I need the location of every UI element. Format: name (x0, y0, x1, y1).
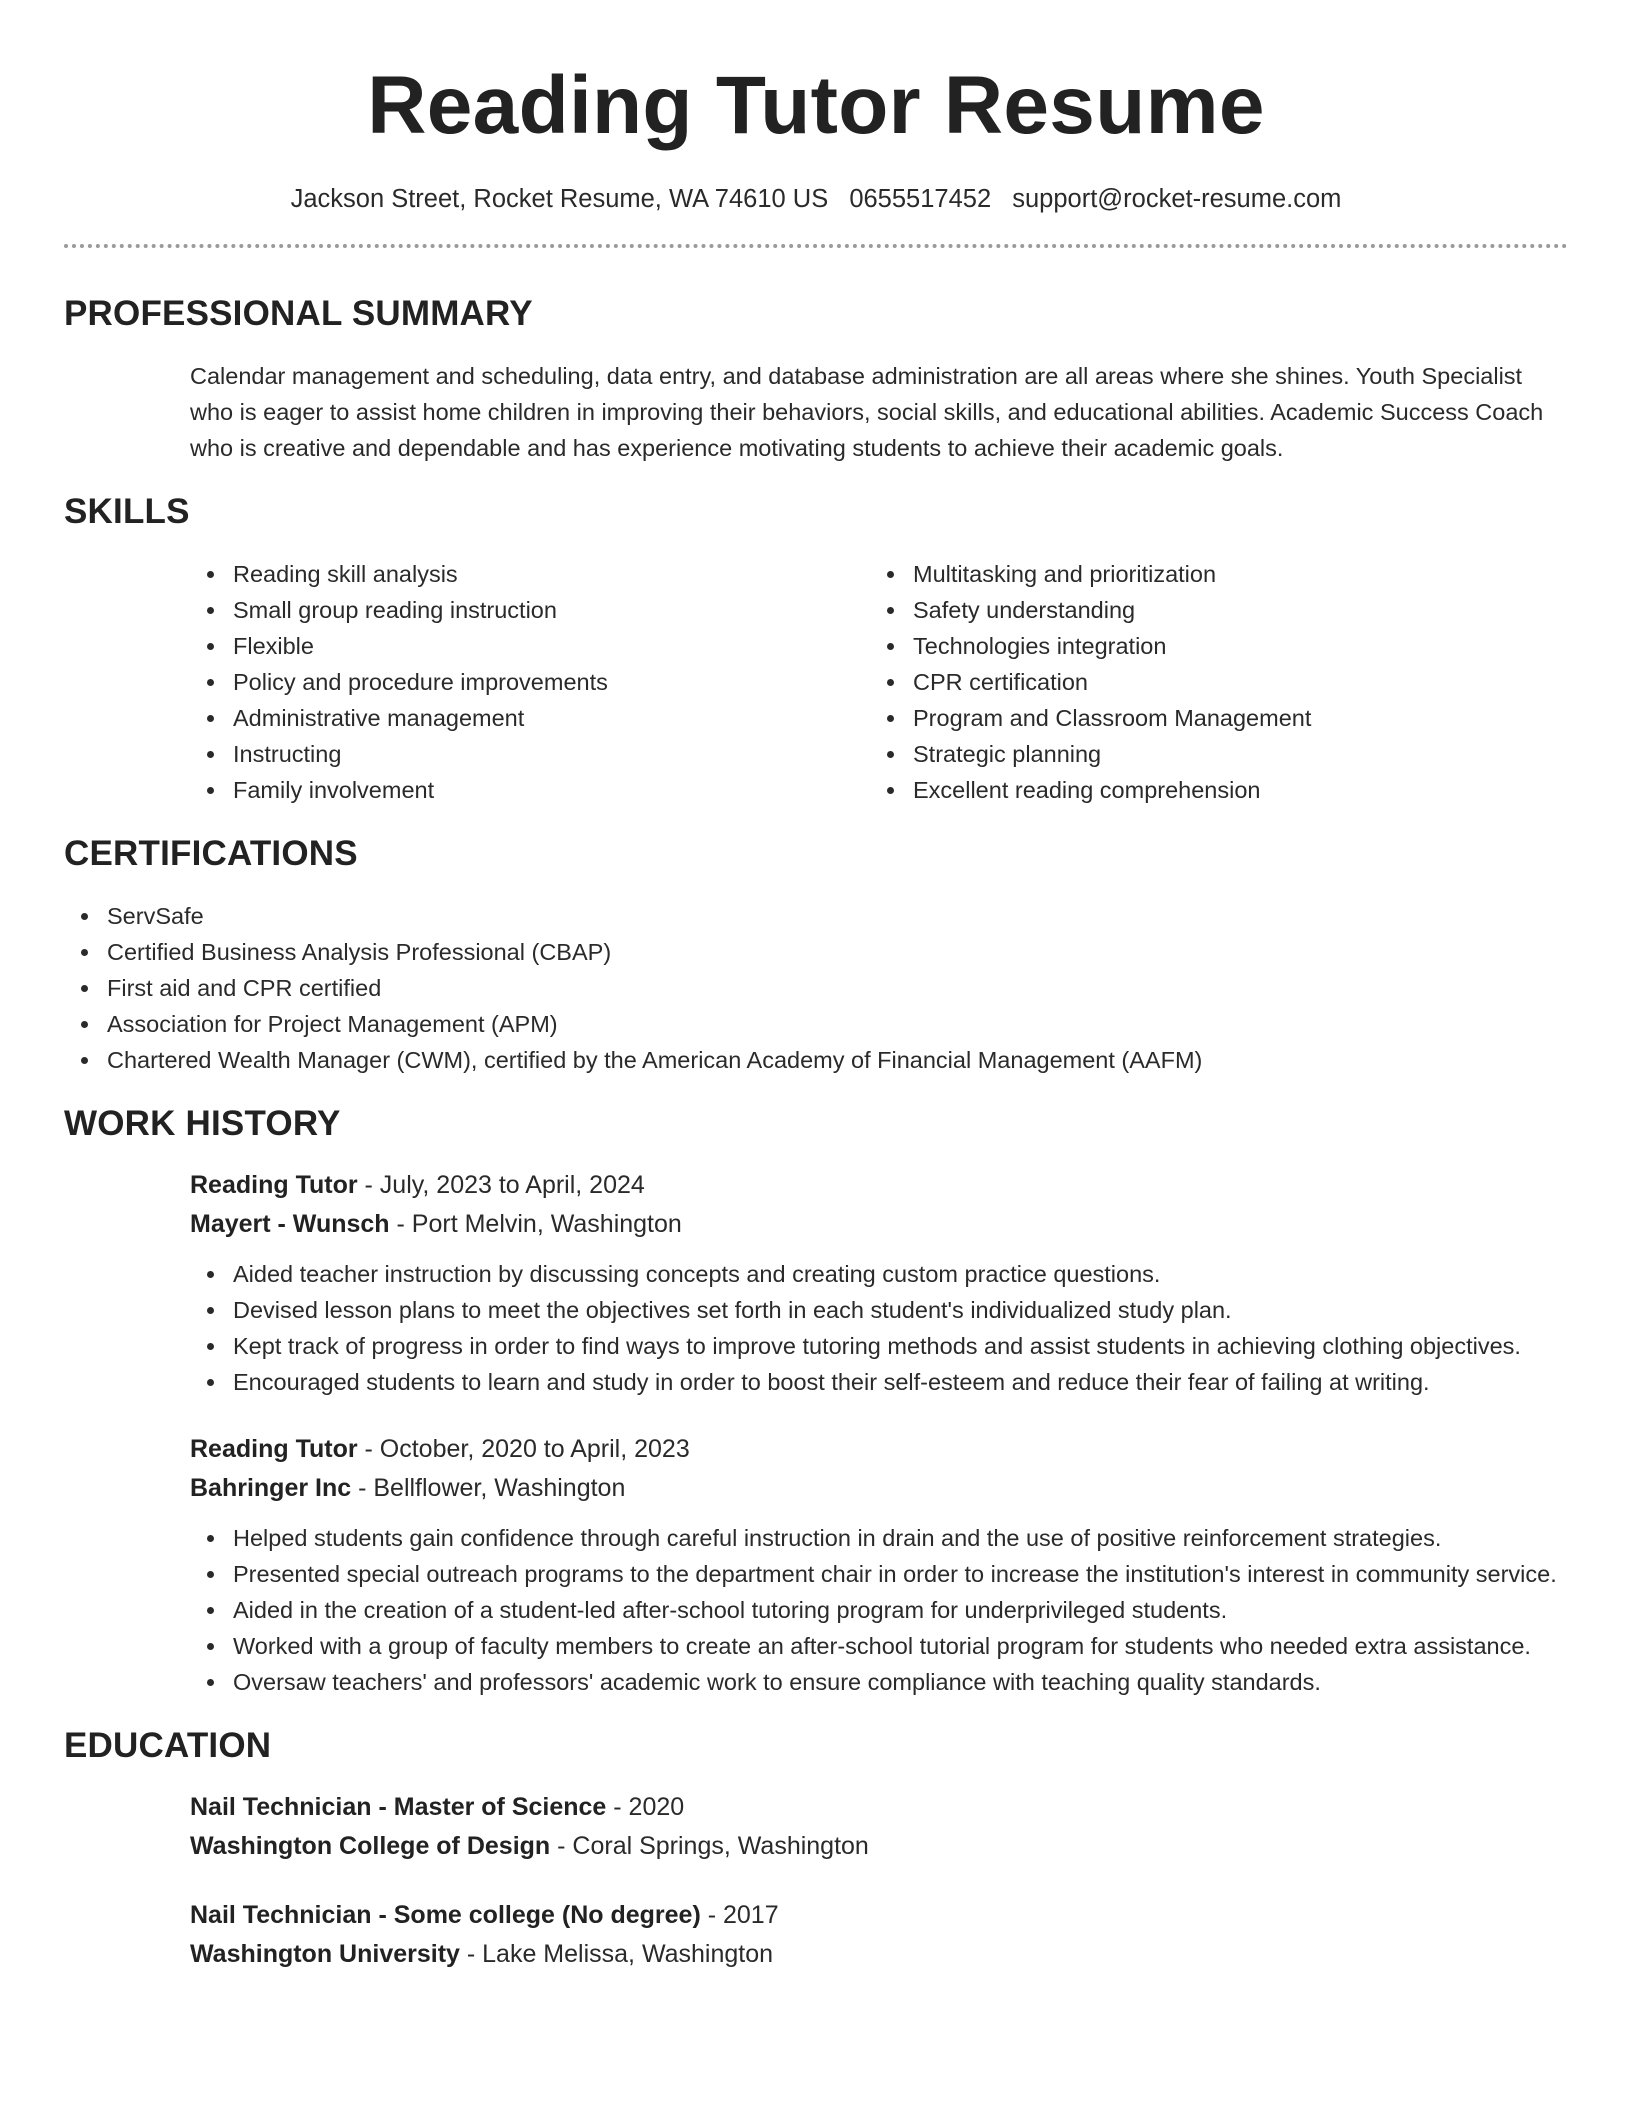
skills-right-column (870, 556, 1550, 808)
skill-item: Administrative management (190, 700, 870, 736)
certifications-heading: CERTIFICATIONS (64, 834, 358, 873)
education-location: - Coral Springs, Washington (550, 1832, 869, 1860)
job-entry (190, 1430, 1568, 1700)
contact-email: support@rocket-resume.com (1012, 185, 1342, 213)
certification-item: ServSafe (64, 898, 1568, 934)
work-history-section (64, 1102, 1568, 1700)
job-duty: Kept track of progress in order to find ways to improve tutoring methods and assist students in achieving clothing objectives. (190, 1328, 1568, 1364)
certification-item: Certified Business Analysis Professional (CBAP) (64, 934, 1568, 970)
education-school-line (190, 1935, 1568, 1974)
certifications-section (64, 832, 1568, 1078)
skills-heading: SKILLS (64, 492, 190, 531)
education-year: - 2020 (606, 1793, 685, 1821)
job-duty: Devised lesson plans to meet the objectives set forth in each student's individualized study plan. (190, 1292, 1568, 1328)
contact-line (64, 182, 1568, 216)
job-duty: Aided in the creation of a student-led after-school tutoring program for underprivileged students. (190, 1592, 1568, 1628)
job-duties-list (190, 1520, 1568, 1700)
education-school: Washington University (190, 1940, 460, 1968)
education-section (64, 1724, 1568, 1974)
education-degree: Nail Technician - Master of Science (190, 1793, 607, 1821)
job-duty: Presented special outreach programs to the department chair in order to increase the institution's interest in community service. (190, 1556, 1568, 1592)
skill-item: Small group reading instruction (190, 592, 870, 628)
summary-section (64, 292, 1568, 466)
job-entry (190, 1166, 1568, 1400)
skill-item: Strategic planning (870, 736, 1550, 772)
skill-item: Multitasking and prioritization (870, 556, 1550, 592)
job-title: Reading Tutor (190, 1171, 358, 1199)
skill-item: Program and Classroom Management (870, 700, 1550, 736)
certification-item: First aid and CPR certified (64, 970, 1568, 1006)
job-dates: - October, 2020 to April, 2023 (357, 1435, 690, 1463)
job-duty: Helped students gain confidence through careful instruction in drain and the use of positive reinforcement strategies. (190, 1520, 1568, 1556)
job-title-line (190, 1430, 1568, 1469)
skill-item: Policy and procedure improvements (190, 664, 870, 700)
education-degree: Nail Technician - Some college (No degree) (190, 1901, 701, 1929)
education-school-line (190, 1827, 1568, 1866)
job-location: - Port Melvin, Washington (389, 1210, 682, 1238)
skill-item: Technologies integration (870, 628, 1550, 664)
job-duties-list (190, 1256, 1568, 1400)
education-degree-line (190, 1896, 1568, 1935)
education-degree-line (190, 1788, 1568, 1827)
skill-item: Excellent reading comprehension (870, 772, 1550, 808)
skills-left-column (190, 556, 870, 808)
education-entry (190, 1788, 1568, 1866)
skill-item: Flexible (190, 628, 870, 664)
summary-text: Calendar management and scheduling, data entry, and database administration are all areas where she shines. Youth Specialist who is eager to assist home children in improving their behaviors, social skills, and educational abilities. Academic Success Coach who is creative and dependable and has experience motivating students to achieve their academic goals. (190, 363, 1544, 461)
job-duty: Encouraged students to learn and study in order to boost their self-esteem and reduce their fear of failing at writing. (190, 1364, 1568, 1400)
job-duty: Worked with a group of faculty members to create an after-school tutorial program for students who needed extra assistance. (190, 1628, 1568, 1664)
job-company: Bahringer Inc (190, 1474, 352, 1502)
education-location: - Lake Melissa, Washington (459, 1940, 774, 1968)
certifications-list (64, 898, 1568, 1078)
job-title-line (190, 1166, 1568, 1205)
job-company: Mayert - Wunsch (190, 1210, 390, 1238)
contact-address: Jackson Street, Rocket Resume, WA 74610 US (290, 185, 829, 213)
skill-item: CPR certification (870, 664, 1550, 700)
job-duty: Aided teacher instruction by discussing concepts and creating custom practice questions. (190, 1256, 1568, 1292)
job-title: Reading Tutor (190, 1435, 358, 1463)
skills-grid (190, 556, 1568, 808)
contact-phone: 0655517452 (849, 185, 992, 213)
summary-heading: PROFESSIONAL SUMMARY (64, 294, 533, 333)
job-company-line (190, 1469, 1568, 1508)
skill-item: Family involvement (190, 772, 870, 808)
job-location: - Bellflower, Washington (351, 1474, 626, 1502)
job-company-line (190, 1205, 1568, 1244)
education-year: - 2017 (700, 1901, 779, 1929)
skill-item: Instructing (190, 736, 870, 772)
education-entry (190, 1896, 1568, 1974)
certification-item: Chartered Wealth Manager (CWM), certified by the American Academy of Financial Management (AAFM) (64, 1042, 1568, 1078)
resume-title: Reading Tutor Resume (367, 60, 1265, 151)
resume-page (64, 0, 1568, 1974)
skills-section (64, 490, 1568, 808)
education-heading: EDUCATION (64, 1726, 272, 1765)
certification-item: Association for Project Management (APM) (64, 1006, 1568, 1042)
header-divider (64, 244, 1568, 248)
job-duty: Oversaw teachers' and professors' academic work to ensure compliance with teaching quality standards. (190, 1664, 1568, 1700)
education-school: Washington College of Design (190, 1832, 551, 1860)
job-dates: - July, 2023 to April, 2024 (357, 1171, 645, 1199)
skill-item: Reading skill analysis (190, 556, 870, 592)
work-history-heading: WORK HISTORY (64, 1104, 341, 1143)
skill-item: Safety understanding (870, 592, 1550, 628)
